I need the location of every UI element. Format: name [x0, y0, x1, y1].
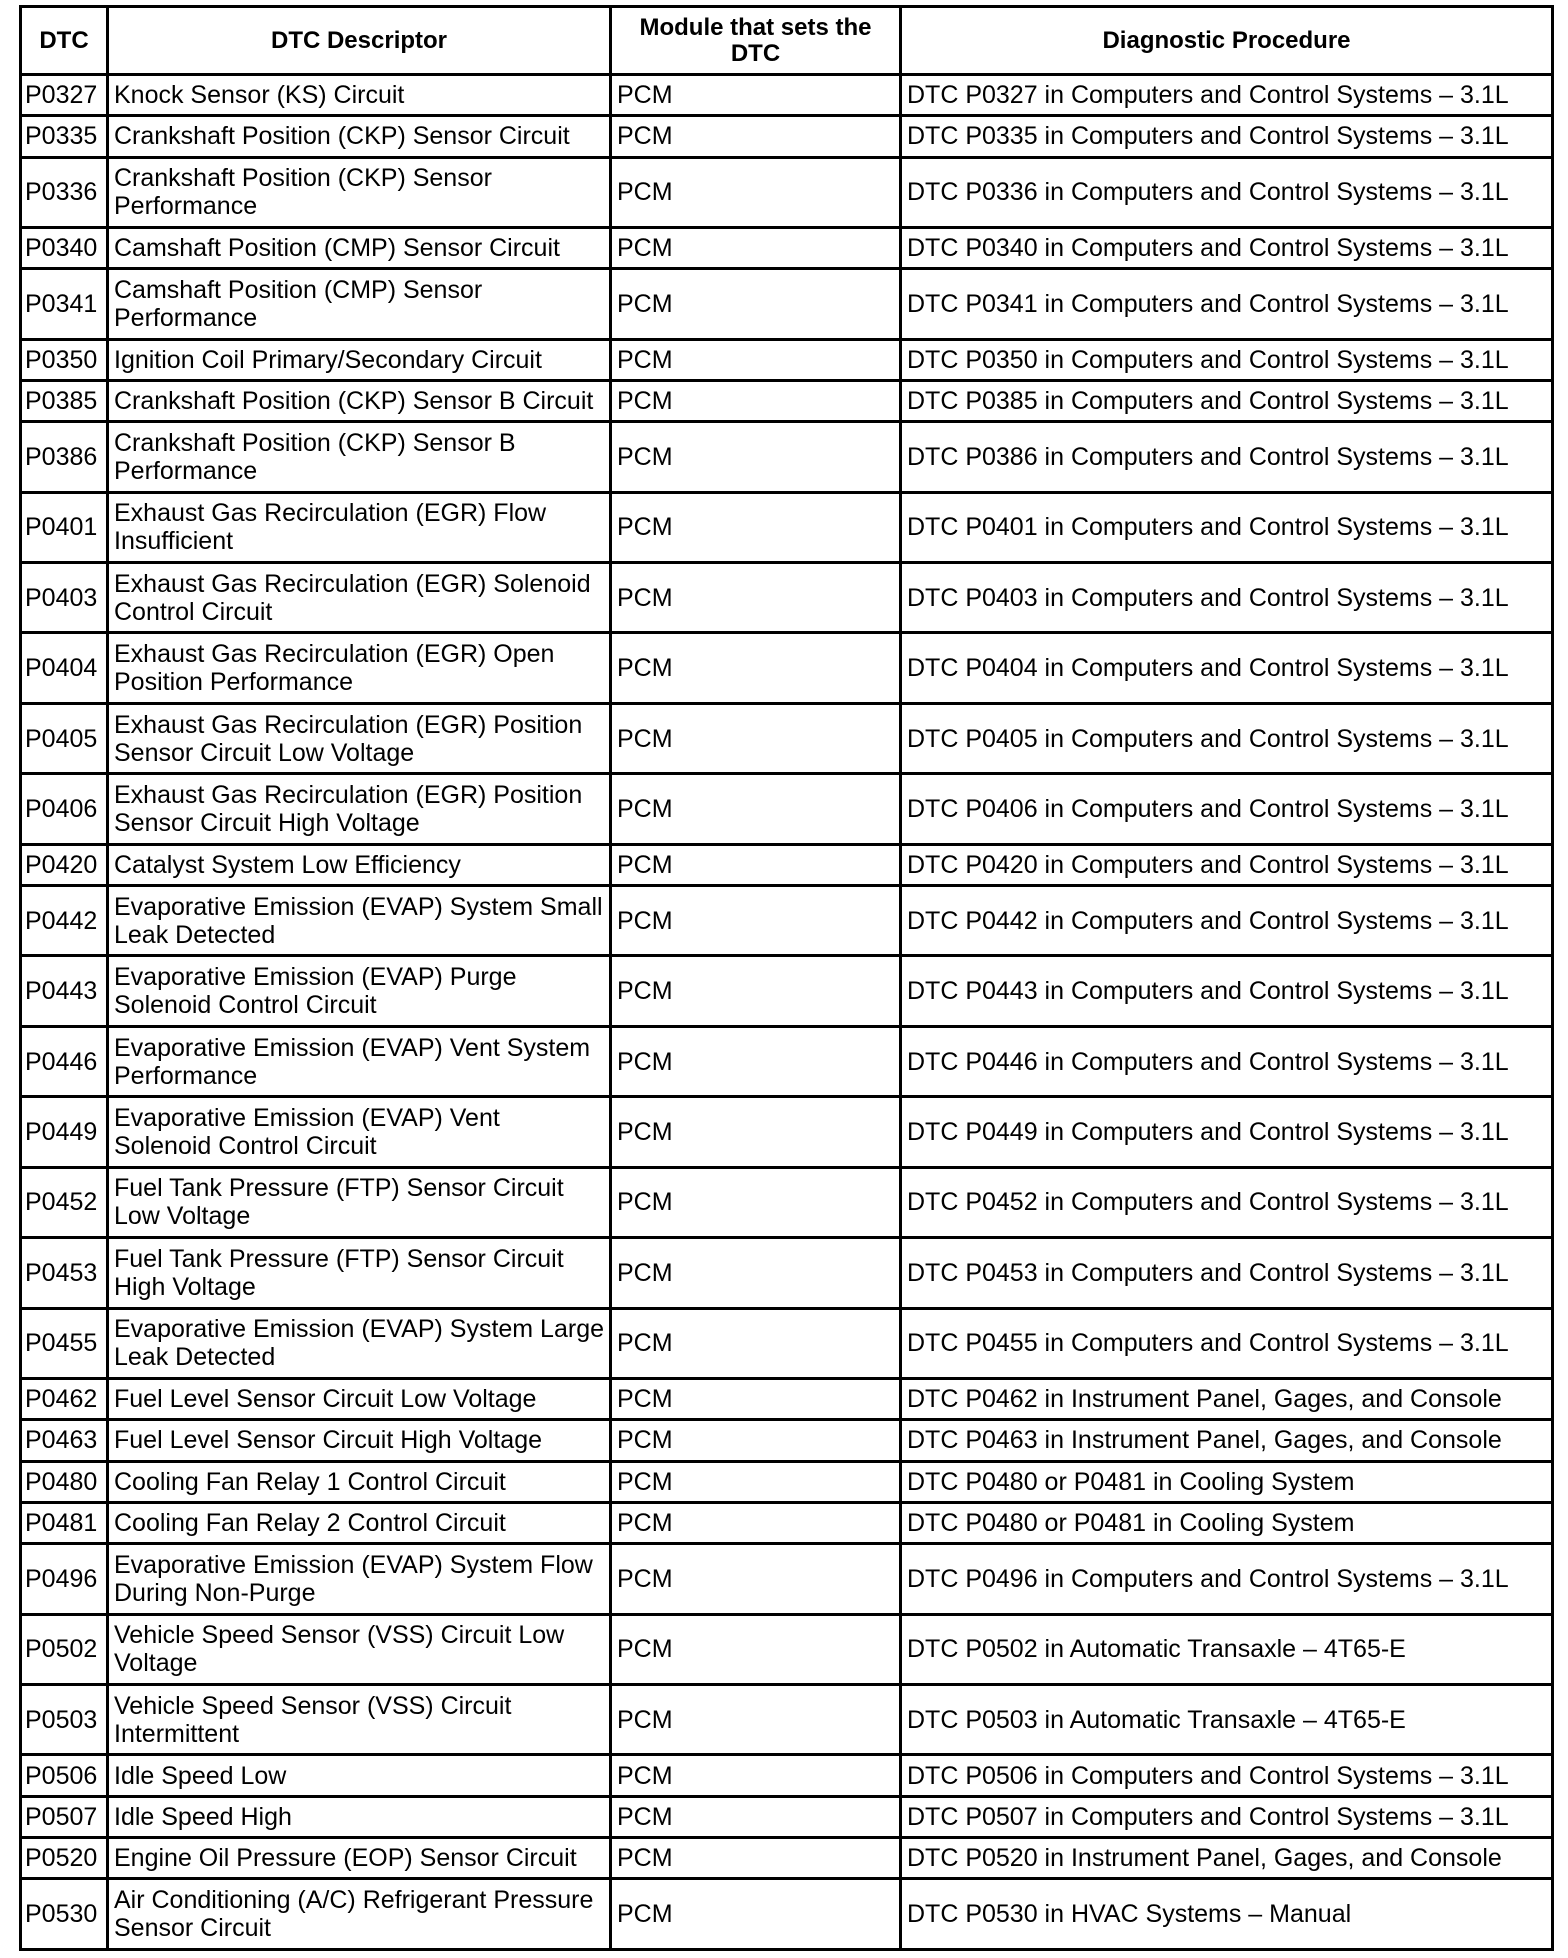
procedure-cell: DTC P0463 in Instrument Panel, Gages, and Console	[901, 1420, 1553, 1461]
module-cell: PCM	[611, 1308, 901, 1378]
procedure-cell: DTC P0336 in Computers and Control Systems – 3.1L	[901, 157, 1553, 227]
dtc-code-cell: P0530	[21, 1879, 108, 1950]
dtc-descriptor-cell: Camshaft Position (CMP) Sensor Circuit	[108, 227, 611, 268]
procedure-cell: DTC P0386 in Computers and Control Systems – 3.1L	[901, 422, 1553, 492]
dtc-code-cell: P0405	[21, 703, 108, 773]
table-row	[21, 1420, 1553, 1461]
dtc-descriptor-cell: Evaporative Emission (EVAP) Purge Solenoid Control Circuit	[108, 956, 611, 1026]
dtc-code-cell: P0462	[21, 1379, 108, 1420]
procedure-cell: DTC P0406 in Computers and Control Systems – 3.1L	[901, 774, 1553, 844]
module-cell: PCM	[611, 1097, 901, 1167]
module-cell: PCM	[611, 956, 901, 1026]
table-header	[21, 7, 1553, 75]
module-cell: PCM	[611, 1502, 901, 1543]
module-cell: PCM	[611, 422, 901, 492]
procedure-cell: DTC P0453 in Computers and Control Systems – 3.1L	[901, 1238, 1553, 1308]
table-row	[21, 339, 1553, 380]
dtc-code-cell: P0404	[21, 633, 108, 703]
table-row	[21, 227, 1553, 268]
dtc-code-cell: P0403	[21, 563, 108, 633]
table-row	[21, 116, 1553, 157]
dtc-descriptor-cell: Evaporative Emission (EVAP) System Flow During Non-Purge	[108, 1544, 611, 1614]
dtc-descriptor-cell: Fuel Level Sensor Circuit High Voltage	[108, 1420, 611, 1461]
table-row	[21, 1614, 1553, 1684]
module-cell: PCM	[611, 1837, 901, 1878]
dtc-descriptor-cell: Fuel Tank Pressure (FTP) Sensor Circuit High Voltage	[108, 1238, 611, 1308]
header-dtc: DTC	[21, 7, 108, 75]
table-row	[21, 1502, 1553, 1543]
procedure-cell: DTC P0530 in HVAC Systems – Manual	[901, 1879, 1553, 1950]
module-cell: PCM	[611, 157, 901, 227]
dtc-descriptor-cell: Cooling Fan Relay 2 Control Circuit	[108, 1502, 611, 1543]
dtc-code-cell: P0507	[21, 1796, 108, 1837]
module-cell: PCM	[611, 116, 901, 157]
module-cell: PCM	[611, 1379, 901, 1420]
table-row	[21, 633, 1553, 703]
module-cell: PCM	[611, 1879, 901, 1950]
table-row	[21, 1026, 1553, 1096]
header-module: Module that sets the DTC	[611, 7, 901, 75]
dtc-code-cell: P0452	[21, 1167, 108, 1237]
dtc-code-cell: P0401	[21, 492, 108, 562]
header-procedure: Diagnostic Procedure	[901, 7, 1553, 75]
module-cell: PCM	[611, 1461, 901, 1502]
dtc-descriptor-cell: Vehicle Speed Sensor (VSS) Circuit Intermittent	[108, 1684, 611, 1754]
procedure-cell: DTC P0455 in Computers and Control Systems – 3.1L	[901, 1308, 1553, 1378]
table-row	[21, 1238, 1553, 1308]
module-cell: PCM	[611, 1238, 901, 1308]
dtc-descriptor-cell: Evaporative Emission (EVAP) Vent Solenoid Control Circuit	[108, 1097, 611, 1167]
dtc-descriptor-cell: Idle Speed High	[108, 1796, 611, 1837]
module-cell: PCM	[611, 774, 901, 844]
table-row	[21, 774, 1553, 844]
dtc-descriptor-cell: Exhaust Gas Recirculation (EGR) Position Sensor Circuit Low Voltage	[108, 703, 611, 773]
dtc-code-cell: P0420	[21, 844, 108, 885]
dtc-descriptor-cell: Air Conditioning (A/C) Refrigerant Pressure Sensor Circuit	[108, 1879, 611, 1950]
module-cell: PCM	[611, 886, 901, 956]
dtc-code-cell: P0480	[21, 1461, 108, 1502]
table-row	[21, 956, 1553, 1026]
table-row	[21, 157, 1553, 227]
dtc-code-cell: P0385	[21, 380, 108, 421]
table-row	[21, 1379, 1553, 1420]
dtc-code-cell: P0453	[21, 1238, 108, 1308]
table-row	[21, 1879, 1553, 1950]
dtc-descriptor-cell: Knock Sensor (KS) Circuit	[108, 75, 611, 116]
table-row	[21, 1796, 1553, 1837]
procedure-cell: DTC P0401 in Computers and Control Systems – 3.1L	[901, 492, 1553, 562]
dtc-code-cell: P0481	[21, 1502, 108, 1543]
table-row	[21, 1544, 1553, 1614]
dtc-descriptor-cell: Evaporative Emission (EVAP) System Small Leak Detected	[108, 886, 611, 956]
module-cell: PCM	[611, 227, 901, 268]
procedure-cell: DTC P0480 or P0481 in Cooling System	[901, 1502, 1553, 1543]
module-cell: PCM	[611, 75, 901, 116]
procedure-cell: DTC P0327 in Computers and Control Systems – 3.1L	[901, 75, 1553, 116]
dtc-code-cell: P0502	[21, 1614, 108, 1684]
header-row	[21, 7, 1553, 75]
procedure-cell: DTC P0452 in Computers and Control Systems – 3.1L	[901, 1167, 1553, 1237]
dtc-descriptor-cell: Crankshaft Position (CKP) Sensor B Circuit	[108, 380, 611, 421]
dtc-descriptor-cell: Vehicle Speed Sensor (VSS) Circuit Low Voltage	[108, 1614, 611, 1684]
procedure-cell: DTC P0385 in Computers and Control Systems – 3.1L	[901, 380, 1553, 421]
table-row	[21, 563, 1553, 633]
dtc-descriptor-cell: Cooling Fan Relay 1 Control Circuit	[108, 1461, 611, 1502]
module-cell: PCM	[611, 844, 901, 885]
dtc-code-cell: P0506	[21, 1755, 108, 1796]
dtc-descriptor-cell: Exhaust Gas Recirculation (EGR) Solenoid Control Circuit	[108, 563, 611, 633]
module-cell: PCM	[611, 1026, 901, 1096]
module-cell: PCM	[611, 339, 901, 380]
procedure-cell: DTC P0449 in Computers and Control Systems – 3.1L	[901, 1097, 1553, 1167]
module-cell: PCM	[611, 703, 901, 773]
dtc-descriptor-cell: Evaporative Emission (EVAP) Vent System Performance	[108, 1026, 611, 1096]
module-cell: PCM	[611, 1614, 901, 1684]
dtc-code-cell: P0496	[21, 1544, 108, 1614]
module-cell: PCM	[611, 1755, 901, 1796]
procedure-cell: DTC P0480 or P0481 in Cooling System	[901, 1461, 1553, 1502]
table-row	[21, 1684, 1553, 1754]
procedure-cell: DTC P0446 in Computers and Control Systems – 3.1L	[901, 1026, 1553, 1096]
procedure-cell: DTC P0443 in Computers and Control Systems – 3.1L	[901, 956, 1553, 1026]
procedure-cell: DTC P0404 in Computers and Control Systems – 3.1L	[901, 633, 1553, 703]
dtc-descriptor-cell: Idle Speed Low	[108, 1755, 611, 1796]
dtc-descriptor-cell: Crankshaft Position (CKP) Sensor Circuit	[108, 116, 611, 157]
dtc-code-cell: P0455	[21, 1308, 108, 1378]
header-descriptor: DTC Descriptor	[108, 7, 611, 75]
procedure-cell: DTC P0503 in Automatic Transaxle – 4T65-E	[901, 1684, 1553, 1754]
table-row	[21, 75, 1553, 116]
procedure-cell: DTC P0405 in Computers and Control Systems – 3.1L	[901, 703, 1553, 773]
procedure-cell: DTC P0462 in Instrument Panel, Gages, and Console	[901, 1379, 1553, 1420]
dtc-descriptor-cell: Exhaust Gas Recirculation (EGR) Position Sensor Circuit High Voltage	[108, 774, 611, 844]
table-row	[21, 1097, 1553, 1167]
table-row	[21, 380, 1553, 421]
dtc-descriptor-cell: Catalyst System Low Efficiency	[108, 844, 611, 885]
dtc-code-cell: P0327	[21, 75, 108, 116]
dtc-descriptor-cell: Evaporative Emission (EVAP) System Large Leak Detected	[108, 1308, 611, 1378]
dtc-code-cell: P0443	[21, 956, 108, 1026]
module-cell: PCM	[611, 1420, 901, 1461]
dtc-descriptor-cell: Exhaust Gas Recirculation (EGR) Flow Insufficient	[108, 492, 611, 562]
dtc-code-cell: P0520	[21, 1837, 108, 1878]
dtc-descriptor-cell: Camshaft Position (CMP) Sensor Performance	[108, 269, 611, 339]
table-row	[21, 703, 1553, 773]
dtc-code-cell: P0446	[21, 1026, 108, 1096]
module-cell: PCM	[611, 633, 901, 703]
module-cell: PCM	[611, 380, 901, 421]
module-cell: PCM	[611, 1544, 901, 1614]
dtc-descriptor-cell: Crankshaft Position (CKP) Sensor Performance	[108, 157, 611, 227]
module-cell: PCM	[611, 1167, 901, 1237]
table-row	[21, 1461, 1553, 1502]
dtc-descriptor-cell: Fuel Level Sensor Circuit Low Voltage	[108, 1379, 611, 1420]
table-row	[21, 886, 1553, 956]
procedure-cell: DTC P0507 in Computers and Control Systems – 3.1L	[901, 1796, 1553, 1837]
table-body	[21, 75, 1553, 1950]
dtc-code-cell: P0386	[21, 422, 108, 492]
procedure-cell: DTC P0506 in Computers and Control Systems – 3.1L	[901, 1755, 1553, 1796]
table-row	[21, 492, 1553, 562]
procedure-cell: DTC P0341 in Computers and Control Systems – 3.1L	[901, 269, 1553, 339]
module-cell: PCM	[611, 563, 901, 633]
dtc-code-cell: P0503	[21, 1684, 108, 1754]
dtc-code-cell: P0463	[21, 1420, 108, 1461]
dtc-code-cell: P0442	[21, 886, 108, 956]
module-cell: PCM	[611, 1796, 901, 1837]
dtc-descriptor-cell: Fuel Tank Pressure (FTP) Sensor Circuit Low Voltage	[108, 1167, 611, 1237]
module-cell: PCM	[611, 1684, 901, 1754]
table-row	[21, 1755, 1553, 1796]
procedure-cell: DTC P0502 in Automatic Transaxle – 4T65-E	[901, 1614, 1553, 1684]
procedure-cell: DTC P0340 in Computers and Control Systems – 3.1L	[901, 227, 1553, 268]
procedure-cell: DTC P0403 in Computers and Control Systems – 3.1L	[901, 563, 1553, 633]
dtc-descriptor-cell: Crankshaft Position (CKP) Sensor B Performance	[108, 422, 611, 492]
procedure-cell: DTC P0496 in Computers and Control Systems – 3.1L	[901, 1544, 1553, 1614]
dtc-descriptor-cell: Ignition Coil Primary/Secondary Circuit	[108, 339, 611, 380]
table-row	[21, 422, 1553, 492]
dtc-code-cell: P0449	[21, 1097, 108, 1167]
table-row	[21, 1167, 1553, 1237]
dtc-descriptor-cell: Engine Oil Pressure (EOP) Sensor Circuit	[108, 1837, 611, 1878]
procedure-cell: DTC P0350 in Computers and Control Systems – 3.1L	[901, 339, 1553, 380]
dtc-code-cell: P0341	[21, 269, 108, 339]
dtc-code-cell: P0350	[21, 339, 108, 380]
table-row	[21, 1308, 1553, 1378]
dtc-code-cell: P0335	[21, 116, 108, 157]
procedure-cell: DTC P0335 in Computers and Control Systems – 3.1L	[901, 116, 1553, 157]
table-row	[21, 844, 1553, 885]
table-row	[21, 1837, 1553, 1878]
table-row	[21, 269, 1553, 339]
procedure-cell: DTC P0420 in Computers and Control Systems – 3.1L	[901, 844, 1553, 885]
dtc-descriptor-cell: Exhaust Gas Recirculation (EGR) Open Position Performance	[108, 633, 611, 703]
dtc-table	[19, 5, 1554, 1951]
module-cell: PCM	[611, 492, 901, 562]
module-cell: PCM	[611, 269, 901, 339]
procedure-cell: DTC P0442 in Computers and Control Systems – 3.1L	[901, 886, 1553, 956]
dtc-code-cell: P0340	[21, 227, 108, 268]
dtc-code-cell: P0336	[21, 157, 108, 227]
dtc-code-cell: P0406	[21, 774, 108, 844]
procedure-cell: DTC P0520 in Instrument Panel, Gages, and Console	[901, 1837, 1553, 1878]
